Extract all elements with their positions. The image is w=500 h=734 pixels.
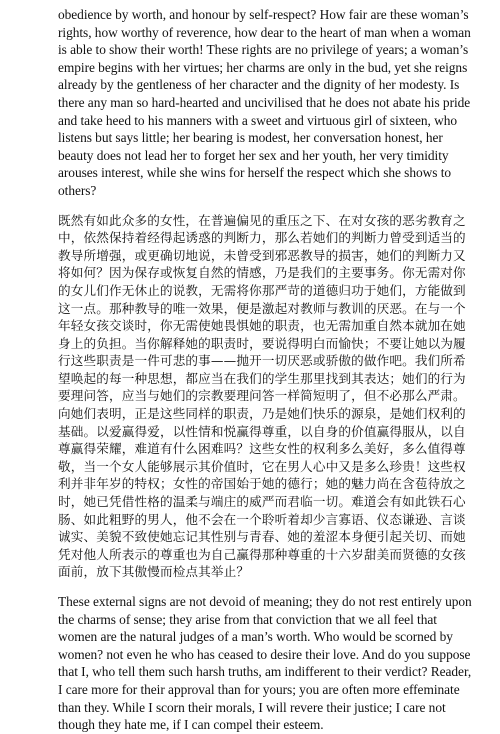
paragraph-english-2: These external signs are not devoid of meaning; they do not rest entirely upon the charms of sense; they arise from that conviction that we all feel that women are the natural judges of a man’s worth. Who would be scorned by women? not even he who has ceased to desire their love. And do you suppose that I, who tell them such harsh truths, am indifferent to their verdict? Reader, I care more for their approval than for yours; you are often more effeminate than they. While I scorn their morals, I will revere their justice; I care not though they hate me, if I can compel their esteem. [58, 594, 472, 733]
paragraph-chinese: 既然有如此众多的女性，在普遍偏见的重压之下、在对女孩的恶劣教育之中，依然保持着经得起诱惑的判断力，那么若她们的判断力曾受到适当的教导所增强，或更确切地说，未曾受到邪恶教导的损害，她们的判断力又将如何？因为保存或恢复自然的情感，乃是我们的主要事务。你无需对你的女儿们作无休止的说教，无需将你那严苛的道德归功于她们，方能做到这一点。那种教导的唯一效果，便是激起对教师与教训的厌恶。在与一个年轻女孩交谈时，你无需使她畏惧她的职责，也无需加重自然本就加在她身上的负担。当你解释她的职责时，要说得明白而愉快；不要让她以为履行这些职责是一件可悲的事——抛开一切厌恶或骄傲的做作吧。我们所希望唤起的每一种思想，都应当在我们的学生那里找到其表达；她们的行为要理问答，应当与她们的宗教要理问答一样简短明了，但不必那么严肃。向她们表明，正是这些同样的职责，乃是她们快乐的源泉，是她们权利的基础。以爱赢得爱，以性情和悦赢得尊重，以自身的价值赢得服从，以自尊赢得荣耀，难道有什么困难吗？这些女性的权利多么美好，多么值得尊敬，当一个女人能够展示其价值时，它在男人心中又是多么珍贵！这些权利并非年岁的特权；女性的帝国始于她的德行；她的魅力尚在含苞待放之时，她已凭借性格的温柔与端庄的威严而君临一切。难道会有如此铁石心肠、如此粗野的男人，他不会在一个聆听着却少言寡语、仪态谦逊、言谈诚实、美貌不致使她忘记其性别与青春、她的羞涩本身便引起关切、而她凭对他人所表示的尊重也为自己赢得那种尊重的十六岁甜美而贤德的女孩面前，放下其傲慢而检点其举止？ [58, 212, 466, 580]
paragraph-english-1: obedience by worth, and honour by self-respect? How fair are these woman’s rights, how worthy of reverence, how dear to the heart of man when a woman is able to show their worth! These rights are no privilege of years; a woman’s empire begins with her virtues; her charms are only in the bud, yet she reigns already by the gentleness of her character and the dignity of her modesty. Is there any man so hard-hearted and uncivilised that he does not abate his pride and take heed to his manners with a sweet and virtuous girl of sixteen, who listens but says little; her bearing is modest, her conversation honest, her beauty does not lead her to forget her sex and her youth, her very timidity arouses interest, while she wins for herself the respect which she shows to others? [58, 7, 471, 198]
